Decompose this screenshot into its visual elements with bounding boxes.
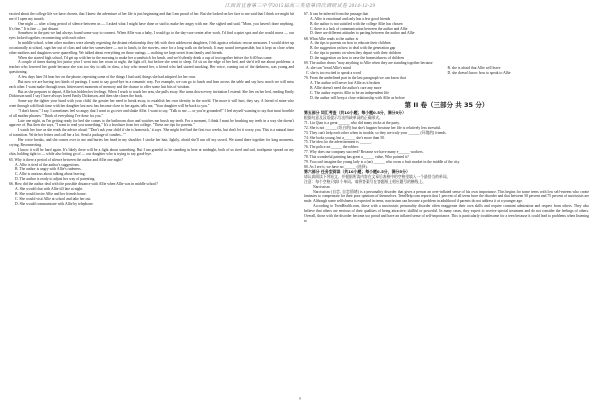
option-b: B. the author is not satisfied with the college Allie has chosen: [310, 21, 403, 26]
paragraph: When she started high school, I'd get up with her in the morning to make her a sandwich for lunch, and we'd silently drink a cup of tea together before the 6:40 bus came.: [18, 55, 273, 60]
option-d: D. the suggestion on how to ease the homesickness of children: [310, 55, 405, 60]
question-67: [304, 12, 589, 36]
option-b: B. She would invite Allie and her friends home.: [15, 192, 87, 196]
question-stem: 67. It can be inferred from the passage that: [304, 12, 369, 16]
left-column: [9, 12, 294, 396]
option-c: C. The author expects Allie to be an independent life: [310, 90, 390, 95]
option-a: A. She would chat with Allie till late at night.: [15, 187, 84, 192]
option-c: C. there is a lack of communication between the author and Allie: [310, 26, 408, 31]
vocab-item: 80. As I see it, we have no ______ (选择).: [304, 164, 368, 169]
question-70: [304, 76, 589, 100]
question-66: [9, 182, 294, 206]
option-c: C. the tips to parents on when they depart with their children: [310, 51, 402, 56]
page-number: 9: [299, 396, 301, 401]
option-d: D. the author will keep a close relationship with Allie as before: [310, 95, 405, 100]
paragraph: A couple of times during her junior year I went into her room at night, the light off, but before she went to sleep. I'd sit on the edge of her bed, and she'd tell me about problems: a teacher who lowered her grade because she was too shy to talk in class, a boy who teased her, a friend who had started smoking. Her voice, coming out of the darkness, was young and questioning.: [9, 60, 294, 75]
paragraph: Somehow in the past we had always found some way to connect. When Allie was a baby, I would go to the day-care center after work. I'd find a quiet spot and she would nurse — our eyes locked together, reconnecting with each other.: [9, 31, 294, 41]
right-column: [304, 12, 589, 396]
paragraph: According to TeenHealth.com, those with a narcissistic personality disorder often exaggerate their own skills and require constant admiration and respect from others. They also believe that others are envious of their qualities of being attractive, skillful or powerful. In many cases, they expect to receive special treatment and do not consider the feelings of others. Overall, those with the disorder become too proud and have an inflated sense of self-importance. This is particularly troublesome for a teen because it could lead to problems when listening to: [304, 204, 589, 223]
page-header: 江西省宜春第三中学2015届高三英语第四次调研试卷 2014-12-29: [224, 4, 376, 9]
question-stem: 66. How did the author deal with the possible distance with Allie when Allie was in middle school?: [9, 182, 158, 187]
vocab-item: 74. She looks young, but a______ she's more than 50.: [304, 135, 385, 140]
question-65: [9, 158, 294, 182]
part-five-title: 第五部分 词汇考查（共10小题；每小题0.5分，满分5分）: [304, 110, 406, 116]
vocab-item: 72. She is not ______ (坦白的) but she's happier because her life is relatively less stressful.: [304, 125, 442, 130]
option-c: C. She would visit Allie at school and take her out.: [15, 196, 92, 201]
option-d: D. there are different attitudes to parting between the author and Allie: [310, 31, 415, 36]
vocab-list: [304, 121, 589, 169]
part-six-title: 第六部分 任务型阅读（共10小题；每小题0.5分，满分5分）: [304, 168, 410, 174]
question-stem: 70. From the underlined part in the last paragraph we can know that: [304, 76, 406, 81]
option-d: D. she doesn't know how to speak to Allie: [447, 70, 511, 75]
paragraph: One night — after a long period of silence between us — I asked what I might have done or said to make her angry with me. She sighed and said, "Mom, you haven't done anything. It's fine." It is fine — just distant.: [9, 21, 294, 31]
paragraph: Narcissism (自恋, 自恋情绪) is a personality disorder that gives a person an over-inflated sense of his own importance. This begins for some teens with low self-esteem who create fantasies to compensate for their poor opinions of themselves. TeenHelp.com reports that 1 percent of all teens have the disorder and that between 50 percent and 75 percent of narcissists are male. Although some selfishness is expected in teens, narcissism can become a problem in adulthood if parents do not address it at a younger age.: [304, 189, 589, 204]
option-row: [304, 71, 589, 76]
paragraph-last: I know it will be hard again. It's likely there will be a fight about something. But I am grateful to be standing in here at midnight, both of us tired and sad, toothpaste spread on my chin, holding tight to — while also letting go of — our daughter who is trying to say good-bye.: [9, 147, 294, 157]
question-stem: 68. What Allie reads to the author is: [304, 36, 359, 41]
question-68: [304, 37, 589, 61]
option-a: A. Allie is emotional and only has a few good friends: [310, 16, 391, 21]
paragraph: But now we are having two kinds of partings. I want to say good-bye in a romantic way. For example, we can go to lunch and lean across the table and say how much we will miss each other. I want make through tears, bittersweet moments of memory and the chance to offer some last bits of wisdom.: [9, 79, 294, 89]
option-d: D. She would communicate with Allie by telephone.: [15, 201, 94, 206]
option-c: C. she is too excited to speak a word: [306, 70, 361, 75]
passage-heading: Narcissism: [313, 184, 330, 189]
vocab-item: 77. Why does our company succeed? Because we have many e______ workers.: [304, 150, 424, 155]
vocab-item: 73. They can't help each other when in trouble, so they are truly your ______ (环境的) friends.: [304, 130, 447, 135]
paragraph: A few days later I'd hear her on the phone, repeating some of the things I had said, things she had adopted for her own.: [18, 74, 197, 79]
reading-passage: [9, 12, 294, 157]
question-69: [304, 61, 589, 76]
vocab-item: 75. The idea for the advertisement is ______.: [304, 140, 372, 145]
option-b: B. The author is angry with Allie's rudeness.: [15, 167, 82, 172]
option-a: A. the tips to parents on how to educate their children: [310, 41, 391, 46]
vocab-item: 76. The police arr______ the robber.: [304, 145, 359, 150]
option-d: D. The author is ready to adjust her way of parenting.: [15, 177, 96, 182]
option-a: A. The author will never lost Allie as it broken: [310, 80, 380, 85]
option-b: B. the suggestion on how to deal with the generation gap: [310, 46, 396, 51]
option-a: A. she can "tread Allie's mind: [306, 66, 351, 71]
paragraph: But as she prepares to depart, Allie has hidden her feelings. When I reach to touch her arm, she pulls away. She turns down every invitation I extend. She lies on her bed, reading Emily Dickinson until I say I have always loved Emily Dickinson, and then she closes the book.: [9, 89, 294, 99]
vocab-item: 71. Liu Qian is a great ______ who did many tricks at the party.: [304, 121, 400, 126]
option-b: B. she is afraid that Allie will leave: [447, 66, 501, 71]
option-b: B. Allie doesn't need the author's care any more: [310, 85, 382, 90]
option-c: C. Allie is anxious about talking about leaving.: [15, 172, 86, 177]
section-title: 第 II 卷（三部分 共 35 分）: [404, 101, 489, 110]
question-stem: 69. The author draws "may anything to Allie when they are standing together because: [304, 61, 433, 66]
part-five-instructions: 根据句意及汉语提示写出所缺单词的正确形式。: [304, 116, 383, 121]
part-six-instructions: 请认真阅读下列短文，并根据所读内容在文章后表格中的空格里填入一个最恰当的单词。: [304, 174, 451, 179]
part-six-note: 注意：每个空格只填1个单词。请将答案写在答题纸上相应题号的横线上。: [304, 179, 426, 184]
paragraph: Some say the tighter your bond with your child, the greater her need to break away, to establish her own identity in the world. The more it will hurt, they say. A friend of mine who went through a difficult time with her daughter last now has become close to her again, tells me, "Your daughter will be back to you.": [9, 99, 294, 109]
paragraph: "I don't know," I say. I sometimes feel so angry that I want to go over and shake Allie. I want to say, "Talk to me — or you're grounded!" I feel myself wanting to say that most horrible of all mother phrases: "Think of everything I've done for you.": [9, 108, 294, 118]
paragraph: Late one night, as I'm getting ready for bed she comes to the bathroom door and watches me brush my teeth. For a moment, I think I must be brushing my teeth in a way she doesn't approve of. But then she says, "I want to read you something." It's a brochure from her college. "These are tips for parents.": [9, 118, 294, 128]
vocab-item: 78. This wonderful painting has great a______ value, Who painted it?: [304, 154, 409, 159]
paragraph: Her voice breaks, and she comes over to me and buries her head in my shoulder. I stroke her hair, lightly, afraid she'll run off my sword. We stand there together for long moments, crying. Reconnecting.: [9, 137, 294, 147]
paragraph: I watch her face as she reads the advice aloud: "'Don't ask your child if she is homesick,' it says. 'She might feel bad the first two weeks, but don't let it worry you. This is a natural time of transition. Write her letters and call her a lot. Send a package of candies...'": [9, 128, 294, 138]
option-a: A. Allie is tired of the author's suggestions.: [15, 162, 80, 167]
paragraph: In middle school, when other mothers were already regretting the distant relationship they felt with their adolescent daughters, I felt again a relation: rescue measures. I would drive up occasionally at school, sign her out of class and take her somewhere — not to lunch, to the movies, once for a long walk on the beach. It may sound irresponsible, but it kept us close when other mothers and daughters were quarrelling. We talked about everything on those outings — nothing we kept secret from family and friends.: [9, 41, 294, 55]
question-stem: 65. Why is there a period of silence between the author and Allie one night?: [9, 157, 123, 162]
vocab-item: 79. You can't imagine the young lady is a (an) ______ who owns a fruit market in the middle of the city.: [304, 159, 461, 164]
paragraph: excited about the college life we have chosen, that I knew the adventure of her life is just beginning and that I am proud of her. But she looked on her face to me said that I think we might hit me if I open my mouth.: [9, 12, 294, 21]
